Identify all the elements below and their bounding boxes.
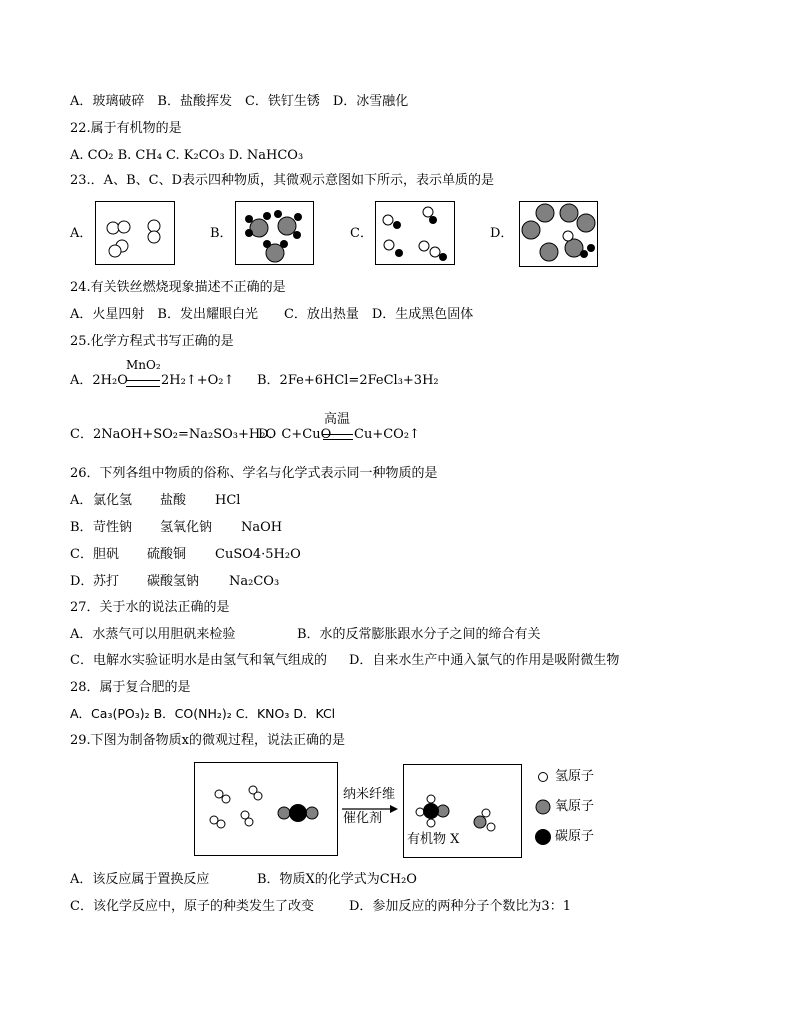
q23-molecules-b bbox=[236, 202, 315, 266]
q26-d-name: 碳酸氢钠 bbox=[147, 574, 200, 589]
q27-option-a: A．水蒸气可以用胆矾来检验 bbox=[70, 627, 236, 642]
q23-label-b: B． bbox=[210, 226, 233, 241]
q23-label-c: C． bbox=[350, 226, 373, 241]
q29-arrow-top: 纳米纤维 bbox=[343, 787, 396, 802]
q26-d-letter: D． bbox=[70, 574, 94, 589]
q29-option-c: C．该化学反应中，原子的种类发生了改变 bbox=[70, 899, 314, 914]
q26-stem: 26．下列各组中物质的俗称、学名与化学式表示同一种物质的是 bbox=[70, 466, 438, 481]
q26-a-letter: A． bbox=[70, 493, 93, 508]
q25-d-condition: 高温 bbox=[324, 412, 351, 427]
q23-label-d: D． bbox=[490, 226, 514, 241]
q23-molecules-a bbox=[96, 202, 176, 266]
q25-b: B．2Fe+6HCl=2FeCl₃+3H₂ bbox=[257, 373, 439, 388]
q23-molecules-c bbox=[376, 202, 456, 266]
q25-a-label: A．2H₂O bbox=[70, 373, 128, 388]
q23-diagram-b bbox=[235, 201, 314, 265]
q26-a-formula: HCl bbox=[215, 493, 241, 508]
q26-a-common: 氯化氢 bbox=[93, 493, 133, 508]
q28-options: A．Ca₃(PO₃)₂ B．CO(NH₂)₂ C．KNO₃ D．KCl bbox=[70, 706, 336, 721]
q27-option-d: D．自来水生产中通入氯气的作用是吸附微生物 bbox=[349, 653, 620, 668]
q28-stem: 28．属于复合肥的是 bbox=[70, 680, 191, 695]
q25-d-equals-bar bbox=[323, 434, 353, 440]
q27-option-c: C．电解水实验证明水是由氢气和氧气组成的 bbox=[70, 653, 327, 668]
q29-option-d: D．参加反应的两种分子个数比为3：1 bbox=[349, 899, 571, 914]
q26-b-formula: NaOH bbox=[241, 520, 283, 535]
q26-c-name: 硫酸铜 bbox=[147, 547, 187, 562]
q29-reactants-box bbox=[194, 762, 338, 856]
q29-stem: 29.下图为制备物质x的微观过程，说法正确的是 bbox=[70, 733, 346, 748]
q29-reactant-molecules bbox=[195, 763, 339, 857]
q26-c-common: 胆矾 bbox=[93, 547, 120, 562]
q22-stem: 22.属于有机物的是 bbox=[70, 121, 182, 136]
q29-legend-carbon: 碳原子 bbox=[555, 829, 595, 844]
q25-a-equals-bar bbox=[126, 380, 160, 387]
q26-d-formula: Na₂CO₃ bbox=[229, 574, 280, 589]
q26-d-common: 苏打 bbox=[93, 574, 120, 589]
q29-products-box bbox=[403, 764, 522, 858]
q25-a-catalyst: MnO₂ bbox=[126, 358, 161, 372]
q22-options: A. CO₂ B. CH₄ C. K₂CO₃ D. NaHCO₃ bbox=[70, 148, 304, 163]
q26-c-formula: CuSO4·5H₂O bbox=[215, 547, 301, 562]
q29-arrow-bottom: 催化剂 bbox=[343, 811, 383, 826]
q26-c-letter: C． bbox=[70, 547, 93, 562]
q23-molecules-d bbox=[520, 202, 599, 268]
q24-options: A．火星四射 B．发出耀眼白光 C．放出热量 D．生成黑色固体 bbox=[70, 307, 474, 322]
q23-diagram-a bbox=[95, 201, 175, 265]
q27-stem: 27．关于水的说法正确的是 bbox=[70, 600, 230, 615]
q23-stem: 23.．A、B、C、D表示四种物质，其微观示意图如下所示，表示单质的是 bbox=[70, 173, 494, 188]
q23-diagram-d bbox=[519, 201, 598, 267]
q23-label-a: A． bbox=[70, 226, 93, 241]
q26-b-name: 氢氧化钠 bbox=[160, 520, 213, 535]
q21-options: A．玻璃破碎 B．盐酸挥发 C．铁钉生锈 D．冰雪融化 bbox=[70, 94, 409, 109]
q29-product-label: 有机物 X bbox=[407, 832, 460, 847]
q29-option-a: A．该反应属于置换反应 bbox=[70, 872, 210, 887]
q25-a-products: 2H₂↑+O₂↑ bbox=[161, 373, 235, 388]
q29-option-b: B．物质X的化学式为CH₂O bbox=[257, 872, 417, 887]
q29-legend-hydrogen: 氢原子 bbox=[555, 769, 595, 784]
q29-legend-markers bbox=[534, 768, 554, 848]
q27-option-b: B．水的反常膨胀跟水分子之间的缔合有关 bbox=[297, 627, 541, 642]
q25-d-label: D．C+CuO bbox=[258, 427, 332, 442]
q26-b-common: 苛性钠 bbox=[93, 520, 133, 535]
q25-stem: 25.化学方程式书写正确的是 bbox=[70, 334, 234, 349]
q26-a-name: 盐酸 bbox=[160, 493, 187, 508]
q25-d-products: Cu+CO₂↑ bbox=[354, 427, 420, 442]
q26-b-letter: B． bbox=[70, 520, 93, 535]
q25-c: C．2NaOH+SO₂=Na₂SO₃+H₂O bbox=[70, 427, 277, 442]
q23-diagram-c bbox=[375, 201, 455, 265]
q29-legend-oxygen: 氧原子 bbox=[555, 799, 595, 814]
q24-stem: 24.有关铁丝燃烧现象描述不正确的是 bbox=[70, 280, 286, 295]
